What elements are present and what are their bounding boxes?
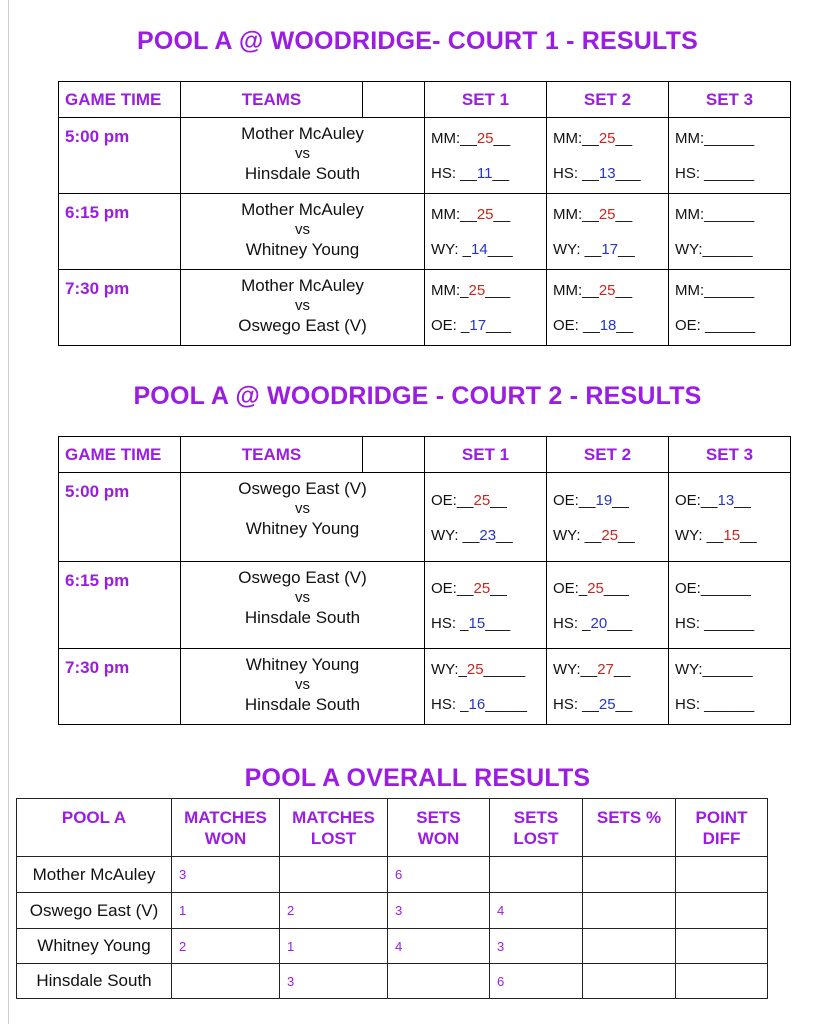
score-label: OE:__ — [431, 580, 474, 597]
score-label: MM:_ — [431, 282, 469, 299]
team-a-score — [431, 492, 546, 509]
score-label: WY:__ — [553, 661, 598, 678]
game-teams — [181, 562, 425, 649]
score-label: OE: ______ — [675, 317, 756, 334]
score-value: 15 — [723, 527, 741, 544]
set-2-score-cell — [547, 562, 669, 649]
score-label: MM:______ — [675, 206, 755, 223]
team-b-score — [553, 165, 668, 182]
score-label: WY: __ — [431, 527, 480, 544]
score-label: HS: __ — [431, 165, 477, 182]
score-label: MM:______ — [675, 130, 755, 147]
score-underline: _____ — [483, 661, 526, 678]
team-b-score — [675, 241, 790, 258]
score-label: HS: _ — [431, 615, 469, 632]
team-a-score — [553, 580, 668, 597]
overall-matches-lost — [280, 857, 388, 893]
header-set-3: SET 3 — [669, 437, 791, 473]
team-b-score — [431, 527, 546, 544]
game-teams — [181, 194, 425, 270]
team-b: Whitney Young — [245, 240, 360, 259]
team-a-score — [675, 580, 790, 597]
game-row — [59, 118, 791, 194]
score-value: 25 — [598, 206, 616, 223]
set-2-score-cell — [547, 473, 669, 562]
court2-results-table — [58, 436, 791, 725]
team-a: Mother McAuley — [241, 124, 364, 143]
team-b-score — [553, 527, 668, 544]
score-underline: ___ — [607, 615, 633, 632]
overall-sets-won — [388, 964, 490, 999]
overall-point-diff — [676, 964, 768, 999]
team-b-score — [431, 615, 546, 632]
score-value: 17 — [469, 317, 487, 334]
team-a-score — [431, 580, 546, 597]
versus-label: vs — [295, 145, 310, 162]
score-label: MM:__ — [553, 282, 599, 299]
game-row — [59, 270, 791, 346]
score-underline: ___ — [615, 165, 641, 182]
score-value: 14 — [471, 241, 488, 258]
score-label: HS: ______ — [675, 165, 755, 182]
header-set-2: SET 2 — [547, 437, 669, 473]
team-a-score — [675, 282, 790, 299]
overall-header-row — [17, 799, 768, 857]
score-value: 19 — [595, 492, 613, 509]
header-game-time: GAME TIME — [59, 82, 181, 118]
score-value: 25 — [598, 282, 616, 299]
overall-header-matches-won: MATCHES WON — [172, 799, 280, 857]
overall-sets-lost: 4 — [490, 893, 583, 929]
score-underline: __ — [740, 527, 757, 544]
score-value: 16 — [468, 696, 486, 713]
overall-title: POOL A OVERALL RESULTS — [244, 764, 591, 792]
overall-team-name: Mother McAuley — [17, 857, 172, 893]
header-game-time: GAME TIME — [59, 437, 181, 473]
team-b-score — [675, 615, 790, 632]
score-underline: __ — [618, 241, 635, 258]
page-edge-line — [8, 0, 9, 1024]
header-teams: TEAMS — [181, 82, 363, 118]
overall-team-row — [17, 857, 768, 893]
team-b-score — [431, 317, 546, 334]
overall-matches-lost: 3 — [280, 964, 388, 999]
set-3-score-cell — [669, 194, 791, 270]
game-teams — [181, 649, 425, 725]
score-underline: ___ — [486, 317, 512, 334]
team-a-score — [553, 661, 668, 678]
score-underline: __ — [616, 317, 634, 334]
set-1-score-cell — [425, 562, 547, 649]
overall-sets-won: 3 — [388, 893, 490, 929]
header-blank — [363, 82, 425, 118]
game-row — [59, 649, 791, 725]
overall-team-row — [17, 893, 768, 929]
team-a-score — [675, 661, 790, 678]
overall-matches-lost: 1 — [280, 929, 388, 964]
team-b: Hinsdale South — [244, 608, 361, 627]
score-label: WY:______ — [675, 661, 753, 678]
score-label: HS: __ — [553, 165, 599, 182]
score-underline: __ — [490, 492, 507, 509]
team-a: Mother McAuley — [241, 276, 364, 295]
game-row — [59, 562, 791, 649]
team-b-score — [553, 615, 668, 632]
team-b-score — [431, 241, 546, 258]
score-label: WY:_ — [431, 661, 467, 678]
team-a-score — [675, 206, 790, 223]
score-label: MM:__ — [431, 130, 477, 147]
score-label: MM:__ — [431, 206, 477, 223]
score-value: 13 — [598, 165, 616, 182]
set-1-score-cell — [425, 270, 547, 346]
overall-team-name: Oswego East (V) — [17, 893, 172, 929]
header-blank — [363, 437, 425, 473]
score-label: WY: __ — [675, 527, 724, 544]
overall-team-name: Hinsdale South — [17, 964, 172, 999]
overall-sets-won: 6 — [388, 857, 490, 893]
score-label: OE:______ — [675, 580, 751, 597]
score-underline: __ — [615, 206, 633, 223]
game-time: 6:15 pm — [59, 194, 181, 270]
versus-label: vs — [295, 500, 310, 517]
team-a-score — [431, 130, 546, 147]
team-a-score — [675, 492, 790, 509]
game-time: 6:15 pm — [59, 562, 181, 649]
team-a-score — [431, 206, 546, 223]
court1-results-table — [58, 81, 791, 346]
team-b: Hinsdale South — [244, 695, 361, 714]
overall-point-diff — [676, 893, 768, 929]
set-3-score-cell — [669, 473, 791, 562]
team-b-score — [675, 696, 790, 713]
overall-matches-lost: 2 — [280, 893, 388, 929]
header-set-1: SET 1 — [425, 82, 547, 118]
game-teams — [181, 118, 425, 194]
score-underline: __ — [612, 492, 629, 509]
score-underline: __ — [618, 527, 635, 544]
score-underline: __ — [615, 130, 633, 147]
score-value: 25 — [468, 282, 486, 299]
team-b-score — [553, 241, 668, 258]
team-a: Whitney Young — [245, 655, 360, 674]
court2-title: POOL A @ WOODRIDGE - COURT 2 - RESULTS — [133, 382, 702, 410]
team-a-score — [553, 492, 668, 509]
score-value: 25 — [473, 580, 491, 597]
score-underline: __ — [490, 580, 507, 597]
team-b: Hinsdale South — [244, 164, 361, 183]
score-value: 25 — [476, 130, 494, 147]
team-b: Whitney Young — [245, 519, 360, 538]
set-3-score-cell — [669, 649, 791, 725]
team-a-score — [553, 282, 668, 299]
score-value: 25 — [473, 492, 491, 509]
overall-sets-pct — [583, 929, 676, 964]
team-b-score — [553, 696, 668, 713]
team-a-score — [553, 206, 668, 223]
score-underline: __ — [493, 130, 511, 147]
score-value: 25 — [598, 130, 616, 147]
team-a-score — [431, 282, 546, 299]
score-underline: __ — [615, 282, 633, 299]
score-label: WY: _ — [431, 241, 472, 258]
team-a-score — [675, 130, 790, 147]
score-label: OE:_ — [553, 580, 588, 597]
versus-label: vs — [295, 297, 310, 314]
overall-header-point-diff: POINT DIFF — [676, 799, 768, 857]
score-label: HS: _ — [431, 696, 469, 713]
score-underline: __ — [496, 527, 513, 544]
versus-label: vs — [295, 589, 310, 606]
score-label: WY: __ — [553, 527, 602, 544]
set-1-score-cell — [425, 118, 547, 194]
team-b-score — [431, 696, 546, 713]
score-underline: __ — [493, 206, 511, 223]
set-3-score-cell — [669, 562, 791, 649]
overall-sets-lost: 3 — [490, 929, 583, 964]
overall-point-diff — [676, 857, 768, 893]
overall-sets-pct — [583, 857, 676, 893]
overall-team-row — [17, 964, 768, 999]
team-b-score — [675, 317, 790, 334]
score-value: 11 — [476, 165, 493, 182]
score-value: 23 — [479, 527, 497, 544]
score-value: 25 — [466, 661, 484, 678]
header-teams: TEAMS — [181, 437, 363, 473]
overall-results-table — [16, 798, 768, 999]
score-value: 20 — [590, 615, 608, 632]
game-time: 7:30 pm — [59, 649, 181, 725]
versus-label: vs — [295, 676, 310, 693]
team-a-score — [431, 661, 546, 678]
set-3-score-cell — [669, 270, 791, 346]
score-value: 15 — [468, 615, 486, 632]
overall-sets-lost: 6 — [490, 964, 583, 999]
score-label: MM:__ — [553, 206, 599, 223]
score-label: HS: __ — [553, 696, 599, 713]
court2-header-row — [59, 437, 791, 473]
score-underline: _____ — [485, 696, 527, 713]
team-b: Oswego East (V) — [238, 316, 367, 335]
score-underline: __ — [613, 661, 631, 678]
score-underline: ___ — [485, 615, 511, 632]
court1-header-row — [59, 82, 791, 118]
score-underline: __ — [734, 492, 751, 509]
score-value: 13 — [717, 492, 735, 509]
team-b-score — [431, 165, 546, 182]
score-value: 25 — [601, 527, 619, 544]
overall-team-name: Whitney Young — [17, 929, 172, 964]
versus-label: vs — [295, 221, 310, 238]
overall-sets-won: 4 — [388, 929, 490, 964]
header-set-3: SET 3 — [669, 82, 791, 118]
team-a: Mother McAuley — [241, 200, 364, 219]
set-3-score-cell — [669, 118, 791, 194]
score-value: 27 — [597, 661, 614, 678]
overall-sets-pct — [583, 893, 676, 929]
set-2-score-cell — [547, 649, 669, 725]
overall-header-matches-lost: MATCHES LOST — [280, 799, 388, 857]
overall-matches-won: 2 — [172, 929, 280, 964]
court1-title: POOL A @ WOODRIDGE- COURT 1 - RESULTS — [137, 27, 698, 55]
score-label: HS: ______ — [675, 615, 755, 632]
overall-sets-lost — [490, 857, 583, 893]
overall-point-diff — [676, 929, 768, 964]
score-label: OE: __ — [553, 317, 600, 334]
overall-header-pool: POOL A — [17, 799, 172, 857]
overall-header-sets-lost: SETS LOST — [490, 799, 583, 857]
score-label: OE:__ — [553, 492, 596, 509]
score-underline: __ — [492, 165, 510, 182]
score-underline: ___ — [603, 580, 629, 597]
overall-matches-won — [172, 964, 280, 999]
game-time: 7:30 pm — [59, 270, 181, 346]
set-1-score-cell — [425, 194, 547, 270]
team-b-score — [675, 165, 790, 182]
score-value: 17 — [601, 241, 619, 258]
team-a: Oswego East (V) — [238, 479, 367, 498]
set-2-score-cell — [547, 118, 669, 194]
overall-header-sets-pct: SETS % — [583, 799, 676, 857]
score-underline: __ — [615, 696, 633, 713]
game-time: 5:00 pm — [59, 118, 181, 194]
score-label: OE:__ — [431, 492, 474, 509]
score-label: MM:______ — [675, 282, 755, 299]
game-row — [59, 194, 791, 270]
overall-matches-won: 1 — [172, 893, 280, 929]
overall-sets-pct — [583, 964, 676, 999]
overall-team-row — [17, 929, 768, 964]
score-label: HS: ______ — [675, 696, 755, 713]
overall-header-sets-won: SETS WON — [388, 799, 490, 857]
score-label: OE: _ — [431, 317, 470, 334]
score-underline: ___ — [485, 282, 511, 299]
game-teams — [181, 473, 425, 562]
team-b-score — [675, 527, 790, 544]
score-value: 18 — [599, 317, 617, 334]
game-row — [59, 473, 791, 562]
set-1-score-cell — [425, 473, 547, 562]
game-time: 5:00 pm — [59, 473, 181, 562]
score-label: WY:______ — [675, 241, 753, 258]
team-b-score — [553, 317, 668, 334]
header-set-2: SET 2 — [547, 82, 669, 118]
score-underline: ___ — [487, 241, 513, 258]
score-value: 25 — [476, 206, 494, 223]
game-teams — [181, 270, 425, 346]
set-2-score-cell — [547, 194, 669, 270]
score-label: MM:__ — [553, 130, 599, 147]
score-label: WY: __ — [553, 241, 602, 258]
score-label: OE:__ — [675, 492, 718, 509]
team-a: Oswego East (V) — [238, 568, 367, 587]
header-set-1: SET 1 — [425, 437, 547, 473]
set-1-score-cell — [425, 649, 547, 725]
score-value: 25 — [598, 696, 616, 713]
overall-matches-won: 3 — [172, 857, 280, 893]
team-a-score — [553, 130, 668, 147]
score-label: HS: _ — [553, 615, 591, 632]
score-value: 25 — [587, 580, 604, 597]
set-2-score-cell — [547, 270, 669, 346]
